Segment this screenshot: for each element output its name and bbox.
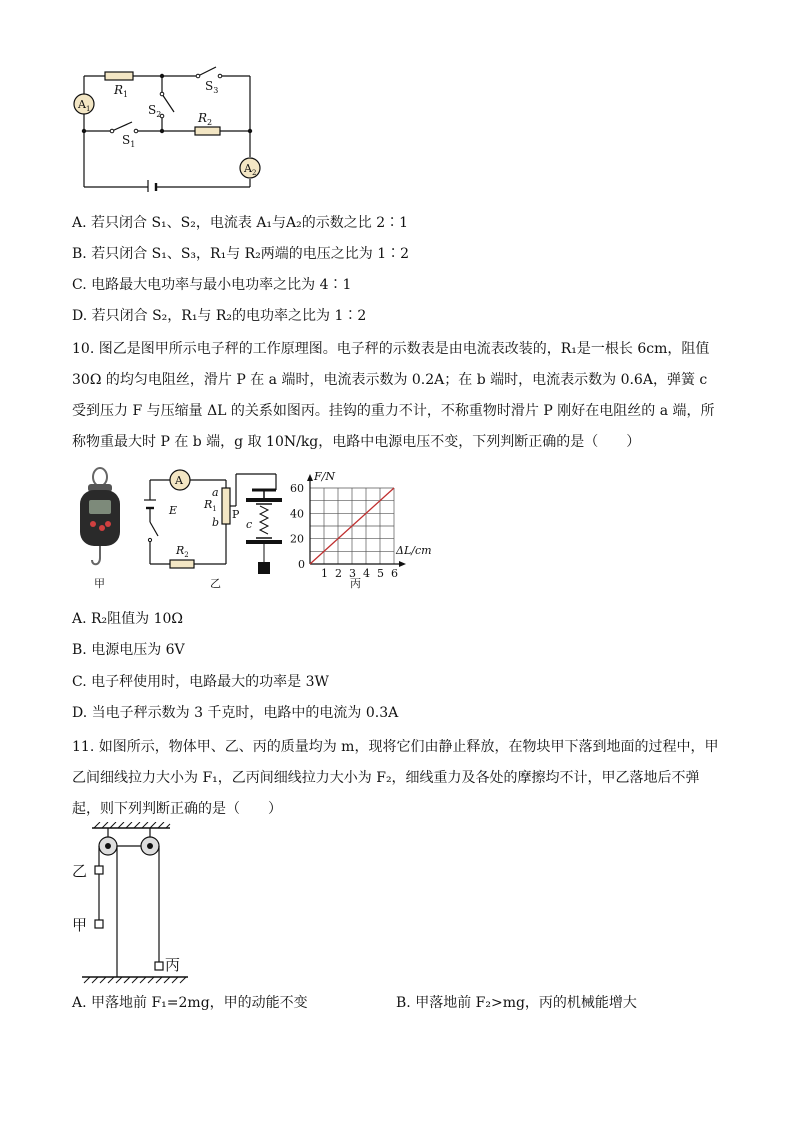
chart-x-tick-label: 2 [335, 567, 342, 580]
q10-resistor-r2 [170, 560, 194, 568]
svg-text:乙: 乙 [72, 862, 88, 880]
svg-text:R1: $R_1$ [114, 83, 129, 99]
chart-y-tick-label: 40 [290, 507, 304, 521]
chart-caption: 丙 [350, 577, 361, 590]
q11-option-a: A. 甲落地前 F₁=2mg，甲的动能不变 [72, 995, 308, 1011]
q9-option-b: B. 若只闭合 S₁、S₃，R₁与 R₂两端的电压之比为 1∶2 [72, 246, 410, 262]
svg-text:R2: $R_2$ [176, 544, 189, 559]
svg-text:A1: $A_1$ [78, 98, 91, 113]
spring-c [260, 506, 268, 534]
svg-text:c: c [246, 518, 253, 531]
svg-text:A: A [175, 474, 183, 487]
svg-text:乙: 乙 [210, 577, 221, 590]
q9-circuit-figure [70, 62, 270, 192]
resistor-r2 [195, 127, 220, 135]
chart-x-tick-label: 1 [321, 567, 328, 580]
svg-text:S1: $S_1$ [122, 133, 136, 149]
svg-text:b: b [212, 516, 220, 529]
block-jia [95, 920, 103, 928]
svg-text:R1: $R_1$ [204, 498, 217, 513]
q10-figure-yi-circuit [136, 466, 288, 592]
q10-option-a: A. R₂阻值为 10Ω [72, 611, 184, 627]
q11-option-b: B. 甲落地前 F₂>mg，丙的机械能增大 [396, 995, 637, 1011]
q11-pulley-figure [70, 822, 190, 984]
weight-block [258, 562, 270, 574]
svg-text:A2: $A_2$ [244, 162, 257, 177]
block-yi [95, 866, 103, 874]
q11-stem: 11. 如图所示，物体甲、乙、丙的质量均为 m，现将它们由静止释放，在物块甲下落到地面的过程中，甲乙间细线拉力大小为 F₁，乙丙间细线拉力大小为 F₂，细线重力及各处的摩擦均不计，甲乙落地后不弹起，则下列判断正确的是（ ） [72, 739, 719, 817]
q10-option-b: B. 电源电压为 6V [72, 642, 185, 658]
scale-display [89, 500, 111, 514]
svg-text:a: a [212, 486, 219, 499]
chart-x-tick-label: 6 [391, 567, 398, 580]
q9-option-c: C. 电路最大电功率与最小电功率之比为 4∶1 [72, 277, 352, 293]
chart-y-tick-label: 20 [290, 532, 304, 546]
q10-figure-bing-chart [290, 466, 440, 592]
q10-stem: 10. 图乙是图甲所示电子秤的工作原理图。电子秤的示数表是由电流表改装的，R₁是一根长 6cm，阻值 30Ω 的均匀电阻丝，滑片 P 在 a 端时，电流表示数为 0.2A；在 b 端时，电流表示数为 0.6A，弹簧 c 受到压力 F 与压缩量 ΔL 的关系如图丙。挂钩的重力不计，不称重物时滑片 P 刚好在电阻丝的 a 端，所称物重最大时 P 在 b 端，g 取 10N/kg，电路中电源电压不变，下列判断正确的是（ ） [72, 341, 715, 450]
q9-option-a: A. 若只闭合 S₁、S₂，电流表 A₁与A₂的示数之比 2∶1 [72, 215, 409, 231]
svg-text:P: P [232, 508, 240, 521]
scale-body [80, 490, 120, 546]
chart-x-tick-label: 4 [363, 567, 370, 580]
svg-text:S2: $S_2$ [148, 103, 162, 119]
svg-text:甲: 甲 [72, 916, 88, 934]
q10-figure-jia-scale [72, 466, 132, 592]
q10-option-c: C. 电子秤使用时，电路最大的功率是 3W [72, 674, 329, 690]
chart-x-tick-label: 5 [377, 567, 384, 580]
svg-text:R2: $R_2$ [198, 111, 213, 127]
resistor-r1 [105, 72, 133, 80]
chart-y-label: F/N [314, 470, 335, 483]
q10-resistor-r1 [222, 488, 230, 524]
chart-origin-label: 0 [298, 558, 305, 571]
q9-option-d: D. 若只闭合 S₂，R₁与 R₂的电功率之比为 1∶2 [72, 308, 367, 324]
q10-option-d: D. 当电子秤示数为 3 千克时，电路中的电流为 0.3A [72, 705, 399, 721]
block-bing [155, 962, 163, 970]
svg-text:甲: 甲 [94, 577, 105, 590]
chart-x-tick-label: 3 [349, 567, 356, 580]
chart-x-label: ΔL/cm [396, 544, 432, 557]
chart-y-tick-label: 60 [290, 482, 304, 495]
svg-text:S3: $S_3$ [205, 79, 219, 95]
svg-text:丙: 丙 [165, 956, 181, 974]
svg-text:E: E [169, 504, 178, 517]
